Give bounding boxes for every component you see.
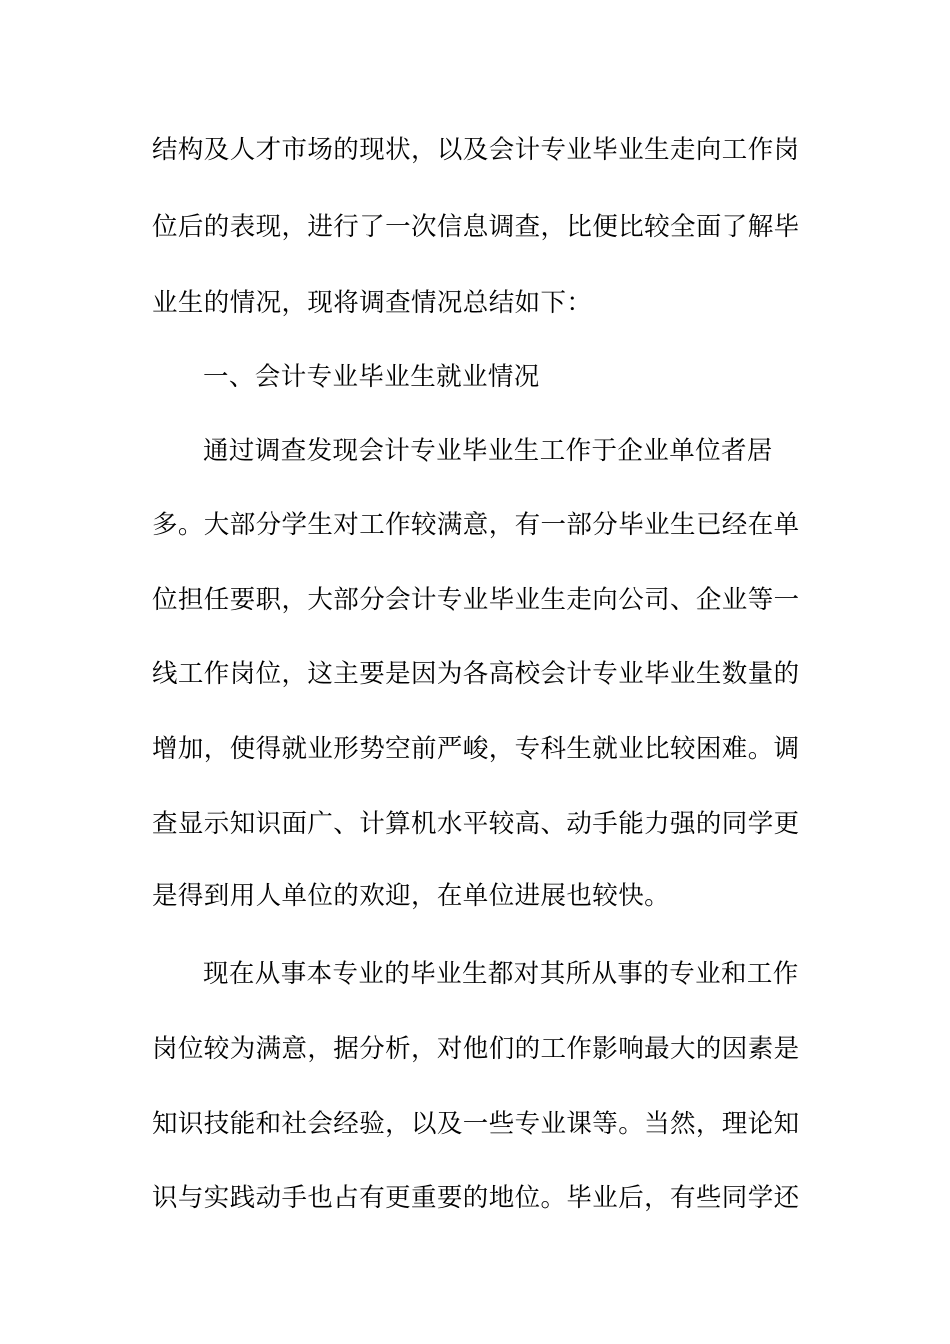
- text-line: 岗位较为满意，据分析，对他们的工作影响最大的因素是: [152, 1034, 800, 1064]
- section-heading: 一、会计专业毕业生就业情况: [203, 362, 540, 392]
- text-line: 位后的表现，进行了一次信息调查，比便比较全面了解毕: [152, 212, 800, 242]
- text-line: 结构及人才市场的现状，以及会计专业毕业生走向工作岗: [152, 135, 800, 165]
- text-line: 现在从事本专业的毕业生都对其所从事的专业和工作: [203, 959, 799, 989]
- text-line: 线工作岗位，这主要是因为各高校会计专业毕业生数量的: [152, 659, 800, 689]
- text-line: 查显示知识面广、计算机水平较高、动手能力强的同学更: [152, 809, 800, 839]
- text-line: 位担任要职，大部分会计专业毕业生走向公司、企业等一: [152, 585, 800, 615]
- text-line: 知识技能和社会经验，以及一些专业课等。当然，理论知: [152, 1109, 800, 1139]
- text-line: 是得到用人单位的欢迎，在单位进展也较快。: [152, 881, 671, 911]
- text-line: 增加，使得就业形势空前严峻，专科生就业比较困难。调: [152, 734, 800, 764]
- text-line: 多。大部分学生对工作较满意，有一部分毕业生已经在单: [152, 510, 800, 540]
- text-line: 识与实践动手也占有更重要的地位。毕业后，有些同学还: [152, 1183, 800, 1213]
- text-line: 通过调查发现会计专业毕业生工作于企业单位者居: [203, 436, 773, 466]
- text-line: 业生的情况，现将调查情况总结如下：: [152, 288, 593, 318]
